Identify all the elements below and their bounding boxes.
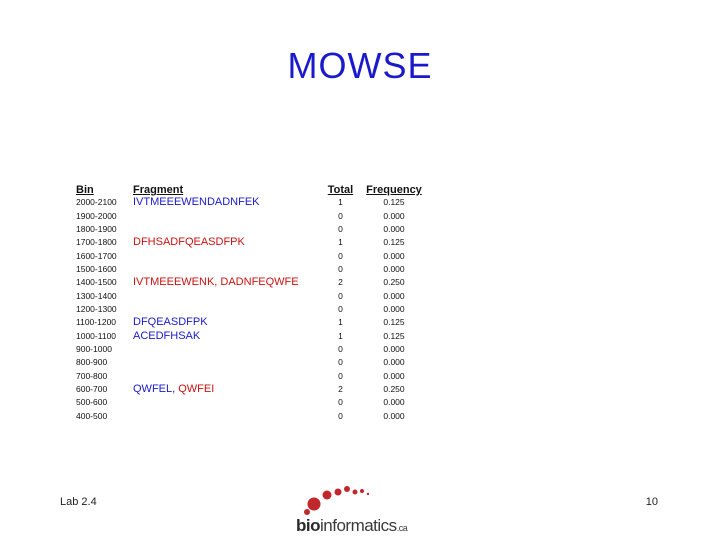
table-row: [76, 329, 424, 342]
fragment-cell: [133, 209, 317, 222]
bin-cell: 400-500: [76, 410, 108, 421]
total-cell: 0: [338, 303, 343, 314]
table-row: [76, 263, 424, 276]
fragment-cell: [133, 223, 317, 236]
bin-cell: 1000-1100: [76, 330, 117, 341]
fragment-cell: [133, 383, 317, 396]
logo-wordmark: [296, 516, 407, 536]
table-row: [76, 410, 424, 423]
total-cell: 0: [338, 223, 343, 234]
fragment-cell: [133, 343, 317, 356]
frequency-cell: 0.125: [383, 317, 405, 328]
frequency-cell: 0.000: [383, 370, 405, 381]
bin-cell: 700-800: [76, 370, 108, 381]
frequency-cell: 0.000: [383, 397, 405, 408]
table-row: [76, 396, 424, 409]
table-row: [76, 356, 424, 369]
fragment-cell: DFQEASDFPK: [133, 316, 208, 329]
bin-cell: 2000-2100: [76, 197, 117, 208]
fragment-cell: IVTMEEEWENDADNFEK: [133, 196, 260, 209]
bin-cell: 1400-1500: [76, 277, 117, 288]
frequency-cell: 0.000: [383, 250, 405, 261]
bin-cell: 900-1000: [76, 343, 112, 354]
table-header-row: [76, 181, 424, 196]
table-row: [76, 223, 424, 236]
frequency-cell: 0.000: [383, 357, 405, 368]
fragment-part: QWFEI: [178, 382, 215, 395]
table-body: [76, 196, 424, 423]
bin-cell: 1100-1200: [76, 317, 117, 328]
bin-cell: 500-600: [76, 397, 108, 408]
mowse-table: [76, 181, 424, 423]
total-cell: 2: [338, 383, 343, 394]
total-cell: 0: [338, 263, 343, 274]
total-cell: 1: [338, 330, 343, 341]
table-row: [76, 369, 424, 382]
total-cell: 0: [338, 250, 343, 261]
table-row: [76, 316, 424, 329]
bin-cell: 1200-1300: [76, 303, 117, 314]
table-row: [76, 383, 424, 396]
fragment-part: QWFEL,: [133, 382, 179, 395]
total-cell: 1: [338, 237, 343, 248]
table-row: [76, 209, 424, 222]
slide-title: MOWSE: [287, 45, 433, 86]
fragment-cell: [133, 356, 317, 369]
header-bin: Bin: [76, 184, 94, 196]
fragment-cell: DFHSADFQEASDFPK: [133, 236, 245, 249]
frequency-cell: 0.125: [383, 330, 405, 341]
total-cell: 1: [338, 317, 343, 328]
total-cell: 1: [338, 197, 343, 208]
fragment-cell: [133, 289, 317, 302]
frequency-cell: 0.250: [383, 383, 405, 394]
page-number: 10: [645, 496, 658, 508]
bin-cell: 1600-1700: [76, 250, 117, 261]
table-row: [76, 196, 424, 209]
logo-text-ca: .ca: [396, 523, 408, 533]
total-cell: 0: [338, 357, 343, 368]
fragment-cell: [133, 303, 317, 316]
table-row: [76, 236, 424, 249]
bin-cell: 1500-1600: [76, 263, 117, 274]
header-frequency: Frequency: [366, 184, 422, 196]
frequency-cell: 0.125: [383, 237, 405, 248]
frequency-cell: 0.000: [383, 210, 405, 221]
table-row: [76, 303, 424, 316]
total-cell: 0: [338, 397, 343, 408]
fragment-cell: [133, 249, 317, 262]
fragment-cell: [133, 369, 317, 382]
fragment-cell: [133, 396, 317, 409]
total-cell: 0: [338, 370, 343, 381]
logo-text-bio: bio: [296, 516, 320, 535]
logo-dots-icon: [296, 483, 436, 517]
bin-cell: 1300-1400: [76, 290, 117, 301]
logo-text-informatics: informatics: [320, 516, 397, 535]
bioinformatics-logo: [296, 483, 436, 538]
header-total: Total: [327, 184, 354, 196]
frequency-cell: 0.250: [383, 277, 405, 288]
total-cell: 0: [338, 290, 343, 301]
frequency-cell: 0.000: [383, 343, 405, 354]
fragment-cell: IVTMEEEWENK, DADNFEQWFE: [133, 276, 299, 289]
total-cell: 0: [338, 210, 343, 221]
footer-lab-label: Lab 2.4: [60, 496, 97, 508]
frequency-cell: 0.000: [383, 290, 405, 301]
fragment-cell: [133, 263, 317, 276]
total-cell: 0: [338, 410, 343, 421]
bin-cell: 1900-2000: [76, 210, 117, 221]
table-row: [76, 249, 424, 262]
bin-cell: 1700-1800: [76, 237, 117, 248]
frequency-cell: 0.125: [383, 197, 405, 208]
frequency-cell: 0.000: [383, 263, 405, 274]
table-row: [76, 276, 424, 289]
total-cell: 2: [338, 277, 343, 288]
frequency-cell: 0.000: [383, 303, 405, 314]
table-row: [76, 289, 424, 302]
frequency-cell: 0.000: [383, 410, 405, 421]
total-cell: 0: [338, 343, 343, 354]
bin-cell: 600-700: [76, 383, 108, 394]
bin-cell: 1800-1900: [76, 223, 117, 234]
table-row: [76, 343, 424, 356]
header-fragment: Fragment: [133, 184, 184, 196]
fragment-cell: [133, 410, 317, 423]
bin-cell: 800-900: [76, 357, 108, 368]
fragment-cell: ACEDFHSAK: [133, 329, 201, 342]
frequency-cell: 0.000: [383, 223, 405, 234]
